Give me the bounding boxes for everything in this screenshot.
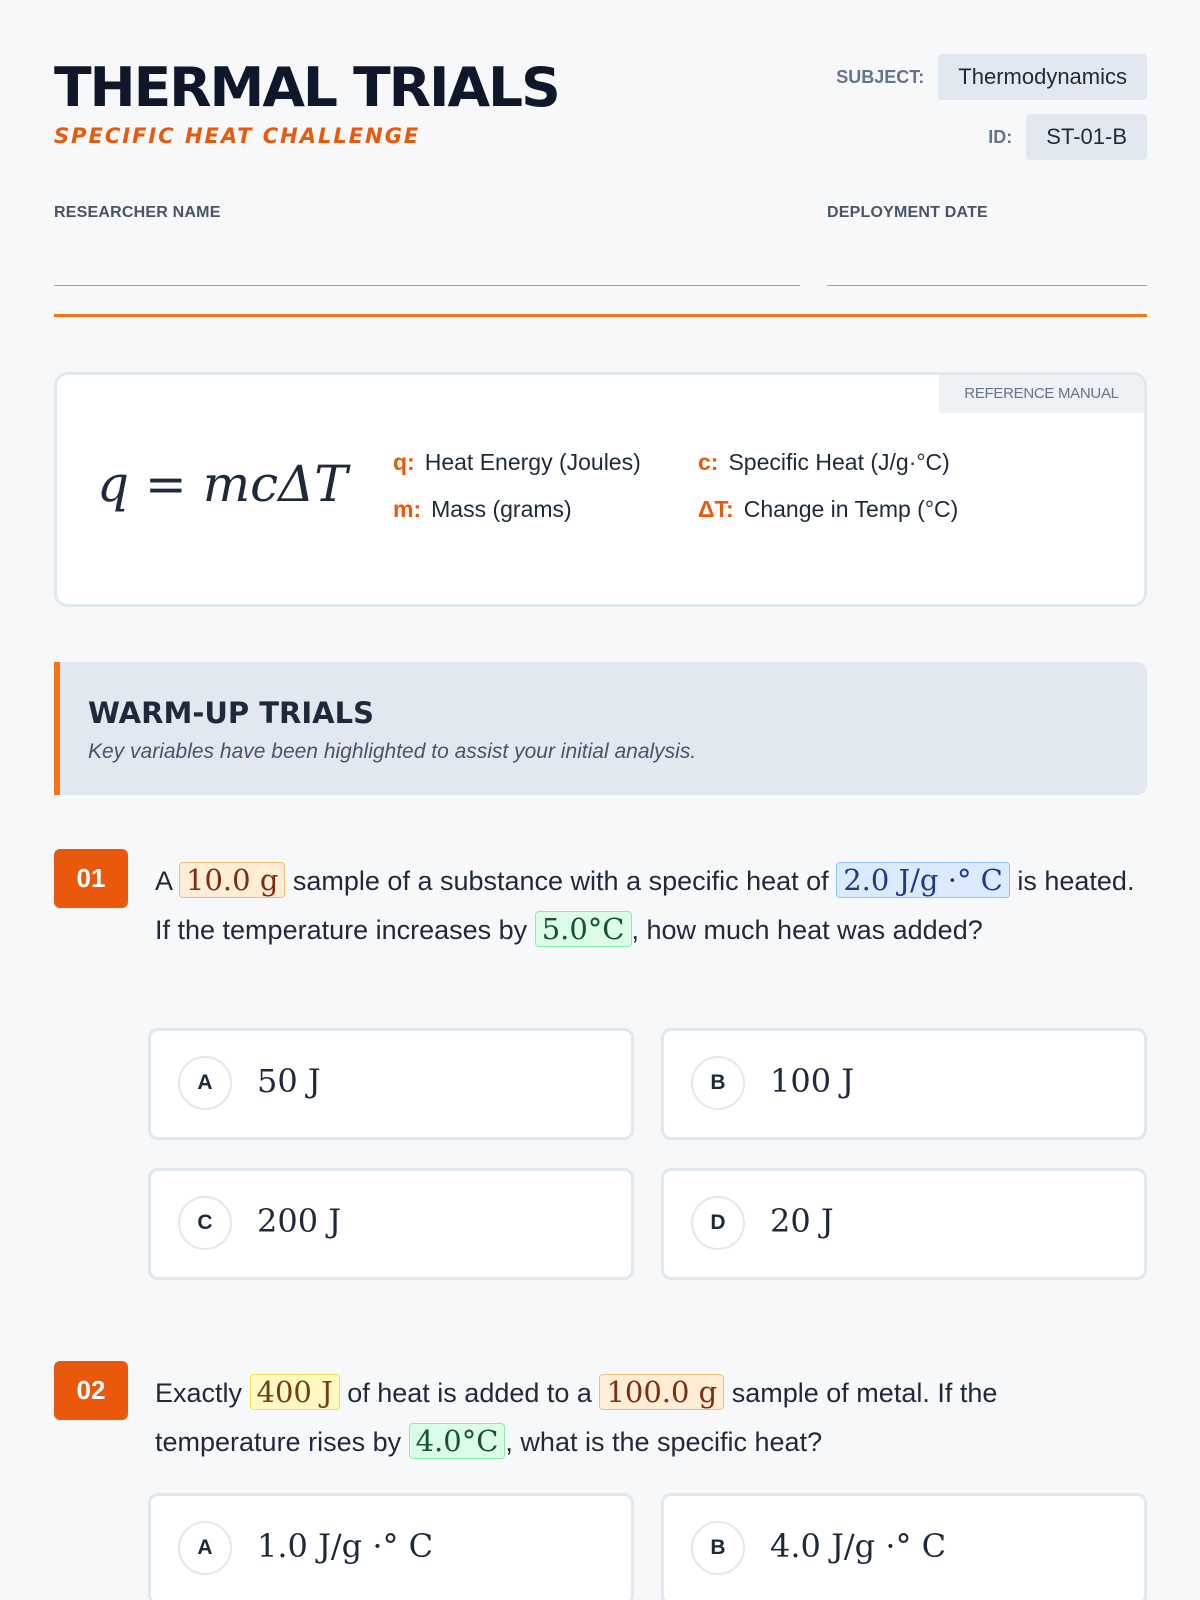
section-title: WARM-UP TRIALS bbox=[88, 696, 374, 730]
id-value: ST-01-B bbox=[1026, 114, 1147, 160]
mass-highlight: 100.0 g bbox=[599, 1374, 724, 1410]
question-text-segment: of heat is added to a bbox=[339, 1378, 600, 1408]
option-letter: C bbox=[178, 1196, 232, 1250]
worksheet-page bbox=[54, 0, 1147, 1600]
question-number: 01 bbox=[54, 849, 128, 908]
option-value: 100 J bbox=[770, 1062, 855, 1100]
question-text-segment: sample of metal. If the temperature rises by bbox=[155, 1378, 998, 1457]
question-text-segment: , how much heat was added? bbox=[631, 915, 983, 945]
section-banner bbox=[54, 662, 1147, 795]
variable-desc: Change in Temp (°C) bbox=[743, 496, 959, 522]
variable-delta-t bbox=[698, 496, 958, 523]
worksheet-subtitle: SPECIFIC HEAT CHALLENGE bbox=[54, 124, 421, 148]
question-text-segment: Exactly bbox=[155, 1378, 250, 1408]
option-value: 200 J bbox=[257, 1202, 342, 1240]
subject-label: SUBJECT: bbox=[836, 66, 925, 87]
question-text-segment: A bbox=[155, 866, 180, 896]
variable-desc: Heat Energy (Joules) bbox=[424, 449, 641, 475]
reference-tag: REFERENCE MANUAL bbox=[939, 375, 1144, 413]
temperature-highlight: 4.0°C bbox=[409, 1423, 506, 1459]
variable-key: c: bbox=[698, 449, 719, 475]
option-letter: A bbox=[178, 1521, 232, 1575]
researcher-name-label: RESEARCHER NAME bbox=[54, 204, 221, 221]
answer-option-d[interactable] bbox=[661, 1168, 1147, 1280]
option-value: 4.0 J/g ·° C bbox=[770, 1527, 947, 1565]
id-row bbox=[988, 114, 1147, 160]
id-label: ID: bbox=[988, 126, 1013, 147]
option-letter: B bbox=[691, 1056, 745, 1110]
option-value: 1.0 J/g ·° C bbox=[257, 1527, 434, 1565]
option-letter: A bbox=[178, 1056, 232, 1110]
worksheet-title: THERMAL TRIALS bbox=[54, 56, 559, 119]
question-text-segment: , what is the specific heat? bbox=[505, 1427, 823, 1457]
variable-key: q: bbox=[393, 449, 415, 475]
formula: q = mcΔT bbox=[97, 455, 348, 513]
answer-option-a[interactable] bbox=[148, 1493, 634, 1600]
researcher-name-field[interactable] bbox=[54, 285, 800, 286]
variable-q bbox=[393, 449, 641, 476]
deployment-date-label: DEPLOYMENT DATE bbox=[827, 204, 988, 221]
variable-key: m: bbox=[393, 496, 422, 522]
temperature-highlight: 5.0°C bbox=[535, 911, 632, 947]
reference-card bbox=[54, 372, 1147, 607]
option-letter: B bbox=[691, 1521, 745, 1575]
question-text-segment: is heated. If the temperature increases by bbox=[155, 866, 1135, 945]
question-text bbox=[155, 1368, 1135, 1466]
heat-highlight: 400 J bbox=[250, 1374, 340, 1410]
variable-desc: Mass (grams) bbox=[431, 496, 572, 522]
specific-heat-highlight: 2.0 J/g ·° C bbox=[836, 862, 1010, 898]
variable-key: ΔT: bbox=[698, 496, 734, 522]
question-number: 02 bbox=[54, 1361, 128, 1420]
variable-desc: Specific Heat (J/g·°C) bbox=[728, 449, 950, 475]
answer-option-a[interactable] bbox=[148, 1028, 634, 1140]
subject-row bbox=[836, 54, 1147, 100]
option-value: 20 J bbox=[770, 1202, 834, 1240]
deployment-date-field[interactable] bbox=[827, 285, 1147, 286]
question-text bbox=[155, 856, 1145, 954]
option-letter: D bbox=[691, 1196, 745, 1250]
answer-option-b[interactable] bbox=[661, 1493, 1147, 1600]
answer-option-c[interactable] bbox=[148, 1168, 634, 1280]
subject-value: Thermodynamics bbox=[938, 54, 1147, 100]
variable-m bbox=[393, 496, 572, 523]
answer-option-b[interactable] bbox=[661, 1028, 1147, 1140]
question-text-segment: sample of a substance with a specific heat of bbox=[285, 866, 837, 896]
option-value: 50 J bbox=[257, 1062, 321, 1100]
header-divider bbox=[54, 314, 1147, 317]
variable-c bbox=[698, 449, 950, 476]
mass-highlight: 10.0 g bbox=[179, 862, 285, 898]
section-subtitle: Key variables have been highlighted to assist your initial analysis. bbox=[88, 740, 697, 763]
